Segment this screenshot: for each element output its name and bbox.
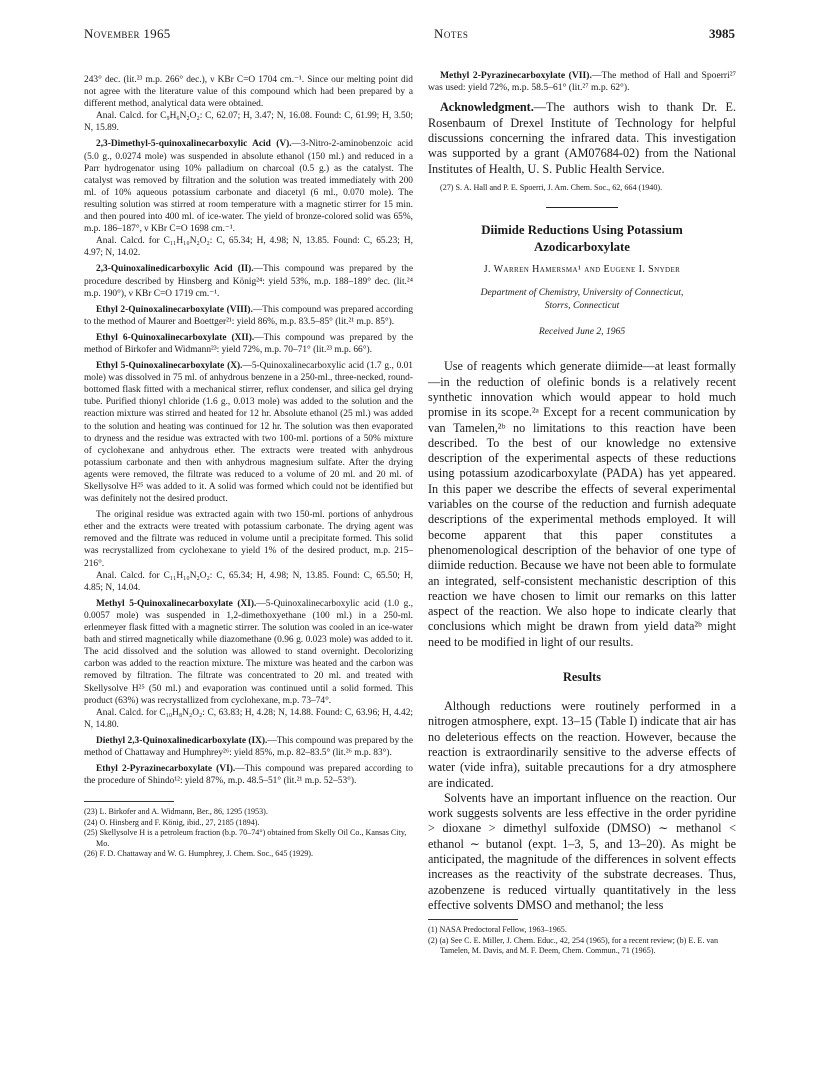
paragraph: Methyl 5-Quinoxalinecarboxylate (XI).—5-Quinoxalinecarboxylic acid (1.0 g., 0.0057 mole) was suspended in 1,2-dimethoxyethane (100 ml.) in a 250-ml. erlenmeyer flask fitted with a magnetic stirrer. The solution was cooled in an ice-water bath and stirred magnetically while diazomethane (0.96 g. 0.023 mole) was added to it. The acid dissolved and the solution was allowed to stand overnight. Decolorizing carbon was added to the reaction mixture. The mixture was heated and the carbon was removed by filtration. The filtrate was concentrated to 20 ml. and treated with Skellysolve H²⁵ (50 ml.) and evaporation was continued until a solid formed. This product (63%) was recrystallized from cyclohexane, m.p. 73–74°.	[84, 598, 413, 706]
footnote: (24) O. Hinsberg and F. König, ibid., 27, 2185 (1894).	[84, 817, 260, 827]
footnote-divider	[84, 801, 174, 802]
section-heading: Results	[563, 670, 601, 685]
paragraph: 2,3-Quinoxalinedicarboxylic Acid (II).—This compound was prepared by the procedure described by Hinsberg and König²⁴: yield 53%, m.p. 188–189° dec. (lit.²⁴ m.p. 190°), ν KBr C=O 1719 cm.⁻¹.	[84, 264, 413, 299]
paragraph: Although reductions were routinely performed in a nitrogen atmosphere, expt. 13–15 (Table I) indicate that air has no deleterious effects on the reaction. However, because the reaction is extraordinarily sensitive to the adverse effects of water (vide infra), suitable precautions for a dry atmosphere are indicated.	[428, 699, 736, 790]
paragraph: 243° dec. (lit.²³ m.p. 266° dec.), ν KBr C=O 1704 cm.⁻¹. Since our melting point did not agree with the literature value of this compound which had been prepared by a different method, analytical data were obtained.	[84, 75, 413, 110]
compound-heading: Ethyl 5-Quinoxalinecarboxylate (X).	[96, 361, 243, 372]
paragraph: 2,3-Dimethyl-5-quinoxalinecarboxylic Acid (V).—3-Nitro-2-aminobenzoic acid (5.0 g., 0.0274 mole) was suspended in absolute ethanol (150 ml.) and reduced in a Parr hydrogenator using 10% palladium on charcoal (0.5 g.) as the catalyst. The catalyst was removed by filtration and the solution was treated immediately with 200 ml. of 10% aqueous potassium carbonate and diacetyl (6 ml., 0.070 mole). The resulting solution was stirred at room temperature with a magnetic stirrer for 15 min. and then poured into 400 ml. of ice-water. The yield of bronze-colored solid was 65%, m.p. 186–187°, ν KBr C=O 1698 cm.⁻¹.	[84, 139, 413, 235]
compound-heading: Methyl 2-Pyrazinecarboxylate (VII).	[440, 70, 592, 81]
footnote: (25) Skellysolve H is a petroleum fraction (b.p. 70–74°) obtained from Skelly Oil Co., Kansas City, Mo.	[84, 828, 407, 848]
running-header	[84, 26, 735, 44]
paragraph: Diethyl 2,3-Quinoxalinedicarboxylate (IX).—This compound was prepared by the method of Chattaway and Humphrey²⁶: yield 85%, m.p. 82–83.5° (lit.²⁶ m.p. 83°).	[84, 735, 413, 758]
compound-heading: Ethyl 6-Quinoxalinecarboxylate (XII).	[96, 332, 255, 343]
header-date: November 1965	[84, 26, 171, 41]
compound-heading: 2,3-Quinoxalinedicarboxylic Acid (II).	[96, 264, 254, 275]
paragraph: Solvents have an important influence on the reaction. Our work suggests solvents are less effective in the order pyridine > dioxane > dimethyl sulfoxide (DMSO) ∼ methanol < ethanol ∼ butanol (expt. 1–3, 5, and 13–20). As might be anticipated, the magnitude of the differences in solvent effects increases as the reactivity of the substrate decreases. Thus, azobenzene is reduced virtually quantitatively in the less effective solvents DMSO and methanol; the less	[428, 790, 736, 912]
footnote: (26) F. D. Chattaway and W. G. Humphrey, J. Chem. Soc., 645 (1929).	[84, 849, 314, 859]
footnote: (1) NASA Predoctoral Fellow, 1963–1965.	[428, 925, 567, 935]
compound-heading: Ethyl 2-Quinoxalinecarboxylate (VIII).	[96, 304, 253, 315]
received-date: Received June 2, 1965	[538, 326, 626, 338]
article-title: Diimide Reductions Using Potassium Azodicarboxylate	[481, 223, 683, 255]
left-column	[84, 70, 413, 860]
paragraph: Ethyl 2-Pyrazinecarboxylate (VI).—This compound was prepared according to the procedure of Shindo¹²: yield 87%, m.p. 48.5–51° (lit.²¹ m.p. 52–53°).	[84, 764, 413, 787]
authors: J. Warren Hamersma¹ and Eugene I. Snyder	[483, 264, 681, 276]
compound-heading: Methyl 5-Quinoxalinecarboxylate (XI).	[96, 598, 257, 609]
acknowledgment-heading: Acknowledgment.	[440, 100, 534, 115]
footnote: (27) S. A. Hall and P. E. Spoerri, J. Am. Chem. Soc., 62, 664 (1940).	[440, 182, 663, 192]
analysis-paragraph: Anal. Calcd. for C₁₁H₁₀N₂O₂: C, 65.34; H, 4.98; N, 13.85. Found: C, 65.50; H, 4.85; N, 14.04.	[84, 570, 413, 593]
affiliation: Department of Chemistry, University of Connecticut, Storrs, Connecticut	[480, 287, 684, 311]
acknowledgment: Acknowledgment.—The authors wish to thank Dr. E. Rosenbaum of Drexel Institute of Technology for helpful discussions concerning the infrared data. This investigation was supported by a grant (AM07684-02) from the National Institutes of Health, U. S. Public Health Service.	[428, 100, 736, 176]
right-column	[428, 70, 736, 957]
paragraph: Ethyl 5-Quinoxalinecarboxylate (X).—5-Quinoxalinecarboxylic acid (1.7 g., 0.01 mole) was dissolved in 75 ml. of anhydrous benzene in a 250-ml., three-necked, round-bottomed flask fitted with a mechanical stirrer, reflux condenser, and silica gel drying tube. Purified thionyl chloride (1.6 g., 0.013 mole) was added to the solution and the reaction mixture was stirred and heated for 12 hr. Absolute ethanol (25 ml.) was added to the solution and heating was continued for 12 hr. The solution was then evaporated to dryness and the residue was extracted with two 100-ml. portions of a 50% mixture of cyclohexane and anhydrous ether. The extracts were treated with anhydrous potassium carbonate and then with anhydrous magnesium sulfate. After the drying agents were removed, the filtrate was reduced to a volume of 20 ml. and 20 ml. of Skellysolve H²⁵ was added to it. A solid was formed which could not be identified but was definitely not the desired product.	[84, 361, 413, 505]
compound-heading: Diethyl 2,3-Quinoxalinedicarboxylate (IX).	[96, 735, 268, 746]
paragraph: Ethyl 6-Quinoxalinecarboxylate (XII).—This compound was prepared by the method of Birkofer and Widmann²³: yield 72%, m.p. 70–71° (lit.²³ m.p. 66°).	[84, 332, 413, 355]
analysis-paragraph: Anal. Calcd. for C₁₀H₈N₂O₂: C, 63.83; H, 4.28; N, 14.88. Found: C, 63.96; H, 4.42; N, 14.80.	[84, 707, 413, 730]
compound-heading: 2,3-Dimethyl-5-quinoxalinecarboxylic Acid (V).	[96, 139, 292, 150]
article-separator	[546, 207, 618, 208]
paragraph: Ethyl 2-Quinoxalinecarboxylate (VIII).—This compound was prepared according to the method of Maurer and Boettger²¹: yield 86%, m.p. 83.5–85° (lit.²¹ m.p. 85°).	[84, 304, 414, 327]
header-section: Notes	[434, 26, 469, 41]
footnote-divider	[428, 919, 518, 920]
analysis-paragraph: Anal. Calcd. for C₉H₆N₂O₂: C, 62.07; H, 3.47; N, 16.08. Found: C, 61.99; H, 3.50; N, 15.89.	[84, 111, 413, 134]
compound-heading: Ethyl 2-Pyrazinecarboxylate (VI).	[96, 764, 236, 775]
page-number: 3985	[709, 26, 735, 41]
footnote: (2) (a) See C. E. Miller, J. Chem. Educ., 42, 254 (1965), for a recent review; (b) E. E. van Tamelen, M. Davis, and M. F. Deem, Chem. Commun., 71 (1965).	[428, 935, 719, 956]
footnote: (23) L. Birkofer and A. Widmann, Ber., 86, 1295 (1953).	[84, 807, 268, 817]
intro-paragraph: Use of reagents which generate diimide—at least formally—in the reduction of olefinic bonds is a relatively recent synthetic innovation which would appear to hold much promise in its scope.²ᵃ Except for a recent communication by van Tamelen,²ᵇ no limitations to this reaction have been described. To the best of our knowledge no extensive description of the experimental aspects of these reductions using potassium azodicarboxylate (PADA) has yet appeared. In this paper we describe the effects of several experimental variables on the course of the reduction and furnish adequate descriptions of the experimental methods employed. It will become apparent that this paper constitutes a phenomenological description of the behavior of one type of diimide reduction. Because we have not been able to formulate an integrated, self-consistent mechanistic description of this reaction we have chosen to limit our remarks on this latter aspect of the reaction. We also hope to indicate clearly that conclusions which might be drawn from yield data²ᵇ might need to be modified in light of our results.	[428, 359, 736, 649]
paragraph: The original residue was extracted again with two 150-ml. portions of anhydrous ether and the extracts were treated with potassium carbonate. The drying agent was removed and the filtrate was reduced in volume until a precipitate formed. This solid was recrystallized from cyclohexane to yield 1% of the desired product, m.p. 215–216°.	[84, 510, 413, 569]
analysis-paragraph: Anal. Calcd. for C₁₁H₁₀N₂O₂: C, 65.34; H, 4.98; N, 13.85. Found: C, 65.23; H, 4.97; N, 14.02.	[84, 236, 413, 259]
paragraph: Methyl 2-Pyrazinecarboxylate (VII).—The method of Hall and Spoerri²⁷ was used: yield 72%, m.p. 58.5–61° (lit.²⁷ m.p. 62°).	[428, 70, 736, 94]
